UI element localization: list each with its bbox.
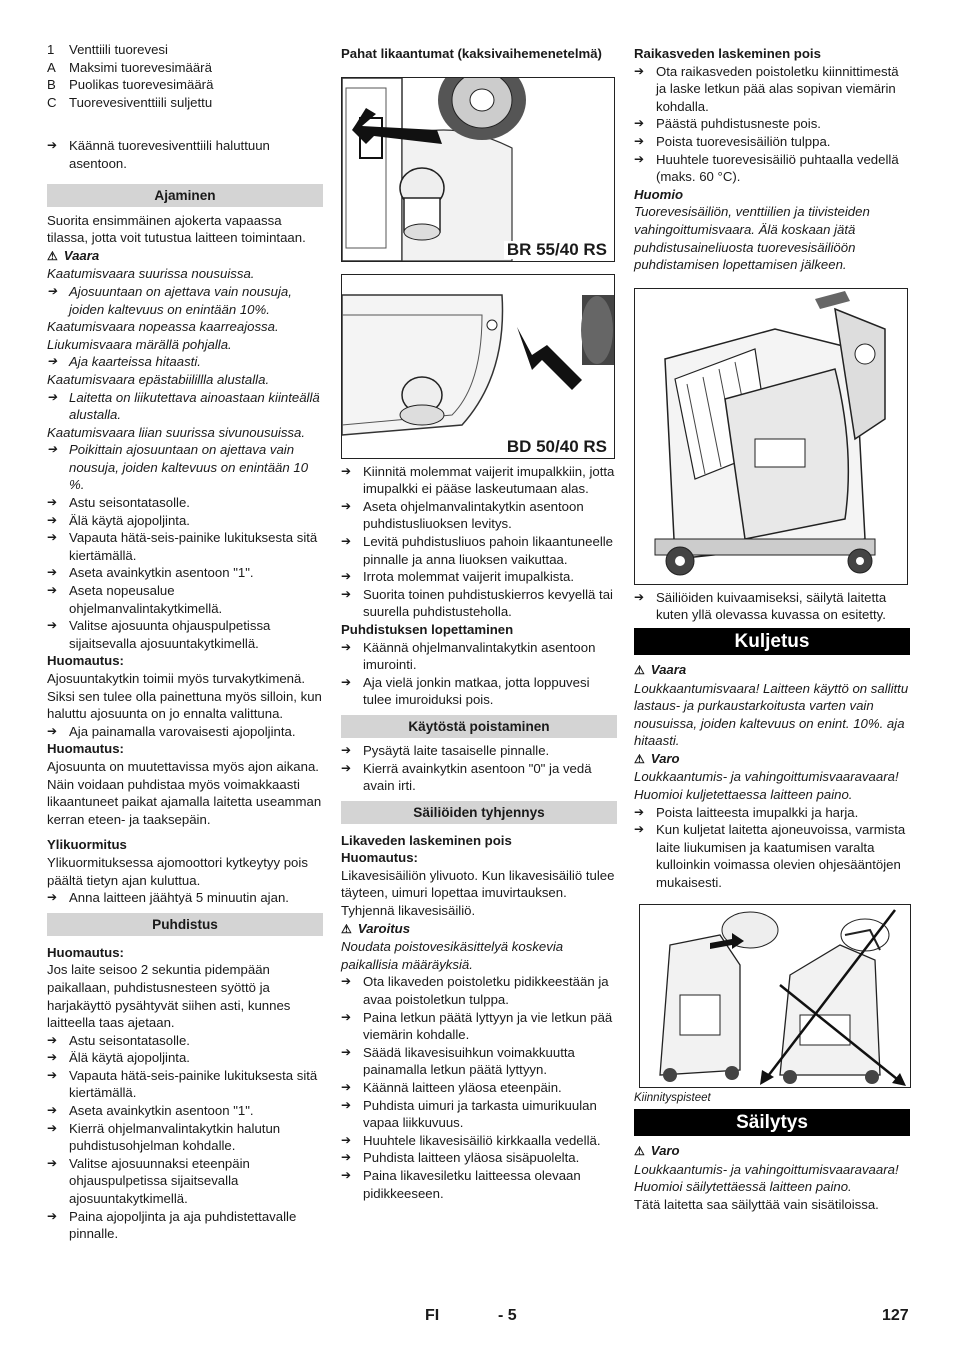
warning-label: ⚠ Varoitus: [341, 920, 617, 939]
footer-page-number: 127: [882, 1307, 909, 1324]
figure-caption: Kiinnityspisteet: [634, 1091, 711, 1104]
arrow-icon: ➔: [47, 583, 58, 598]
step: ➔ Huuhtele likavesisäiliö kirkkaalla vedellä.: [341, 1132, 601, 1148]
step: ➔ Paina likavesiletku laitteessa olevaan pidikkeeseen.: [341, 1167, 581, 1201]
arrow-icon: ➔: [341, 586, 352, 601]
warning-triangle-icon: ⚠: [47, 248, 58, 263]
arrow-icon: ➔: [47, 1050, 58, 1065]
legend-key: A: [47, 59, 56, 75]
arrow-icon: ➔: [341, 742, 352, 757]
step: ➔ Poikittain ajosuuntaan on ajettava vain nousuja, joiden kaltevuus on enintään 10 %.: [47, 442, 309, 493]
step: ➔ Puhdista uimuri ja tarkasta uimurikuulan vapaa liikkuvuus.: [341, 1097, 597, 1131]
arrow-icon: ➔: [341, 569, 352, 584]
step: ➔ Käännä laitteen yläosa eteenpäin.: [341, 1080, 562, 1095]
arrow-icon: ➔: [634, 589, 645, 604]
step: ➔ Aseta nopeusalue ohjelmanvalintakytkimellä.: [47, 583, 223, 616]
figure-tie-down-points: [639, 904, 911, 1088]
arrow-icon: ➔: [341, 674, 352, 689]
arrow-icon: ➔: [47, 283, 58, 298]
arrow-icon: ➔: [341, 1080, 352, 1094]
step: ➔ Ota raikasveden poistoletku kiinnittimestä ja laske letkun pää alas sopivan viemärin kohdalla.: [634, 63, 899, 114]
step: ➔ Suorita toinen puhdistuskierros kevyellä tai suurella puhdistusteholla.: [341, 586, 613, 620]
step: ➔ Ajosuuntaan on ajettava vain nousuja, joiden kaltevuus on enintään 10%.: [47, 283, 292, 317]
legend-key: B: [47, 77, 56, 93]
arrow-icon: ➔: [341, 1009, 352, 1024]
footer-language: FI: [425, 1307, 440, 1324]
step: ➔ Laitetta on liikutettava ainoastaan kiinteällä alustalla.: [47, 389, 320, 423]
step: ➔ Vapauta hätä-seis-painike lukituksesta sitä kiertämällä.: [47, 1067, 318, 1101]
step: ➔ Aseta ohjelmanvalintakytkin asentoon puhdistusliuoksen levitys.: [341, 498, 584, 532]
step: ➔ Kierrä ohjelmanvalintakytkin halutun puhdistusohjelman kohdalle.: [47, 1120, 281, 1154]
legend-item: [47, 76, 323, 94]
section-title-kuljetus: Kuljetus: [634, 628, 910, 655]
arrow-icon: ➔: [47, 565, 58, 580]
step: ➔ Kun kuljetat laitetta ajoneuvoissa, varmista laite liukumisen ja kaatumisen varalta kulloinkin voimassa olevien ohjesääntöjen mukaisesti.: [634, 822, 906, 891]
arrow-icon: ➔: [47, 389, 58, 404]
arrow-icon: ➔: [47, 138, 58, 153]
arrow-icon: ➔: [47, 618, 58, 633]
step: ➔ Paina ajopoljinta ja aja puhdistettavalle pinnalle.: [47, 1208, 297, 1242]
arrow-icon: ➔: [47, 1155, 58, 1170]
arrow-icon: ➔: [47, 1120, 58, 1135]
arrow-icon: ➔: [341, 974, 352, 989]
warning-triangle-icon: ⚠: [341, 921, 352, 936]
arrow-icon: ➔: [634, 63, 645, 78]
arrow-icon: ➔: [47, 495, 58, 510]
step: ➔ Aseta avainkytkin asentoon "1".: [47, 565, 254, 581]
step: ➔ Käännä ohjelmanvalintakytkin asentoon imurointi.: [341, 639, 596, 673]
arrow-icon: ➔: [634, 116, 645, 131]
step: ➔ Paina letkun päätä lyttyyn ja vie letkun pää viemärin kohdalle.: [341, 1009, 613, 1043]
legend-item: [47, 41, 323, 59]
section-title-ajaminen: Ajaminen: [47, 184, 323, 207]
warning-triangle-icon: ⚠: [634, 662, 645, 677]
step: ➔ Valitse ajosuunnaksi eteenpäin ohjauspulpetissa sijaitsevalla ajosuuntakytkimellä.: [47, 1155, 250, 1207]
arrow-icon: ➔: [341, 463, 352, 478]
arrow-icon: ➔: [47, 1208, 58, 1223]
step: ➔ Säiliöiden kuivaamiseksi, säilytä laitetta kuten yllä olevassa kuvassa on esitetty.: [634, 589, 887, 623]
arrow-icon: ➔: [341, 1044, 352, 1059]
step: ➔ Puhdista laitteen yläosa sisäpuolelta.: [341, 1150, 580, 1166]
step: ➔ Ota likaveden poistoletku pidikkeestään ja avaa poistoletkun tulppa.: [341, 974, 609, 1008]
arrow-icon: ➔: [341, 639, 352, 654]
arrow-icon: ➔: [47, 890, 58, 905]
column-1: 1 Venttiili tuorevesi A Maksimi tuorevesimäärä B Puolikas tuorevesimäärä C Tuorevesiventtiili suljettu ➔ Käännä tuorevesiventtiili haluttuun asentoon. Ajaminen Suorita ensimmäinen ajokerta vapaassa tilassa, jotta voit tutustua laitteen toimintaan. ⚠ Vaara Kaatumisvaara suurissa nousuissa. ➔ Ajosuuntaan on ajettava vain nousuja, joiden kaltevuus on enintään 10%. Kaatumisvaara nopeassa kaarreajossa. Liukumisvaara märällä pohjalla. ➔ Aja kaarteissa hitaasti. Kaatumisvaara epästabiilillla alustalla. ➔ Laitetta on liikutettava ainoastaan kiinteällä alustalla. Kaatumisvaara liian suurissa sivunousuissa. ➔ Poikittain ajosuuntaan on ajettava vain nousuja, joiden kaltevuus on enintään 10 %. ➔ Astu seisontatasolle. ➔ Älä käytä ajopoljinta. ➔ Vapauta hätä-seis-painike lukituksesta sitä kiertämällä. ➔ Aseta avainkytkin asentoon "1". ➔ Aseta nopeusalue ohjelmanvalintakytkimellä. ➔ Valitse ajosuunta ohjauspulpetissa sijaitsevalla ajosuuntakytkimellä. Huomautus: Ajosuuntakytkin toimii myös turvakytkimenä. Siksi sen tulee olla painettuna myös silloin, kun haluttu ajosuunta on jo ennalta valittuna. ➔ Aja painamalla varovaisesti ajopoljinta. Huomautus: Ajosuunta on muutettavissa myös ajon aikana. Näin voidaan puhdistaa myös voimakkaasti likaantuneet paikat ajamalla laitetta useamman kerran eteen- ja taaksepäin. Ylikuormitus Ylikuormituksessa ajomoottori kytkeytyy pois päältä tietyn ajan kuluttua. ➔ Anna laitteen jäähtyä 5 minuutin ajan. Puhdistus Huomautus: Jos laite seisoo 2 sekuntia pidempään paikallaan, puhdistusnesteen syöttö ja harjakäyttö pysähtyvät siihen asti, kunnes laitteella taas ajetaan. ➔ Astu seisontatasolle. ➔ Älä käytä ajopoljinta. ➔ Vapauta hätä-seis-painike lukituksesta sitä kiertämällä. ➔ Aseta avainkytkin asentoon "1". ➔ Kierrä ohjelmanvalintakytkin halutun puhdistusohjelman kohdalle. ➔ Valitse ajosuunnaksi eteenpäin ohjauspulpetissa sijaitsevalla ajosuuntakytkimellä. ➔ Paina ajopoljinta ja aja puhdistettavalle pinnalle.: [47, 42, 322, 1242]
step: ➔ Älä käytä ajopoljinta.: [47, 1050, 190, 1066]
arrow-icon: ➔: [341, 1150, 352, 1165]
figure-label: BR 55/40 RS: [504, 241, 610, 259]
step: ➔ Aja vielä jonkin matkaa, jotta loppuvesi tulee imuroiduksi pois.: [341, 674, 590, 708]
arrow-icon: ➔: [47, 442, 58, 457]
step: ➔ Aja kaarteissa hitaasti.: [47, 354, 201, 370]
step: ➔ Älä käytä ajopoljinta.: [47, 512, 190, 528]
step: ➔ Kierrä avainkytkin asentoon "0" ja vedä avain irti.: [341, 760, 592, 794]
step: ➔ Astu seisontatasolle.: [47, 1032, 190, 1048]
caution-label: ⚠ Varo: [634, 750, 910, 769]
column-2: Pahat likaantumat (kaksivaihemenetelmä) BR 55/40 RS BD 50/40 RS ➔ Kiinnitä molemmat vaijerit imupalkkiin, jotta imupalkki ei pääse laskeutumaan alas. ➔ Aseta ohjelmanvalintakytkin asentoon puhdistusliuoksen levitys. ➔ Levitä puhdistusliuos pahoin likaantuneelle pinnalle ja anna liuoksen vaikuttaa. ➔ Irrota molemmat vaijerit imupalkista. ➔ Suorita toinen puhdistuskierros kevyellä tai suurella puhdistusteholla. Puhdistuksen lopettaminen ➔ Käännä ohjelmanvalintakytkin asentoon imurointi. ➔ Aja vielä jonkin matkaa, jotta loppuvesi tulee imuroiduksi pois. Käytöstä poistaminen ➔ Pysäytä laite tasaiselle pinnalle. ➔ Kierrä avainkytkin asentoon "0" ja vedä avain irti. Säiliöiden tyhjennys Likaveden laskeminen pois Huomautus: Likavesisäiliön ylivuoto. Kun likavesisäiliö tulee täyteen, uimuri lopettaa imuvirtauksen. Tyhjennä likavesisäiliö. ⚠ Varoitus Noudata poistovesikäsittelyä koskevia paikallisia määräyksiä. ➔ Ota likaveden poistoletku pidikkeestään ja avaa poistoletkun tulppa. ➔ Paina letkun päätä lyttyyn ja vie letkun pää viemärin kohdalle. ➔ Säädä likavesisuihkun voimakkuutta painamalla letkun päätä lyttyyn. ➔ Käännä laitteen yläosa eteenpäin. ➔ Puhdista uimuri ja tarkasta uimurikuulan vapaa liikkuvuus. ➔ Huuhtele likavesisäiliö kirkkaalla vedellä. ➔ Puhdista laitteen yläosa sisäpuolelta. ➔ Paina likavesiletku laitteessa olevaan pidikkeeseen.: [341, 41, 617, 1202]
arrow-icon: ➔: [47, 1067, 58, 1082]
figure-br5540: [341, 77, 615, 262]
arrow-icon: ➔: [634, 822, 645, 837]
step: ➔ Päästä puhdistusneste pois.: [634, 116, 821, 132]
arrow-icon: ➔: [47, 1032, 58, 1047]
arrow-icon: ➔: [47, 1103, 58, 1118]
section-title-poistaminen: Käytöstä poistaminen: [341, 715, 617, 738]
column-3: Raikasveden laskeminen pois ➔ Ota raikasveden poistoletku kiinnittimestä ja laske letkun pää alas sopivan viemärin kohdalla. ➔ Päästä puhdistusneste pois. ➔ Poista tuorevesisäiliön tulppa. ➔ Huuhtele tuorevesisäiliö puhtaalla vedellä (maks. 60 °C). Huomio Tuorevesisäiliön, venttiilien ja tiivisteiden vahingoittumisvaara. Älä koskaan jätä puhdistusaineliuosta tuorevesisäiliöön puhdistamisen lopettamisen jälkeen. ➔ Säiliöiden kuivaamiseksi, säilytä laitetta kuten yllä olevassa kuvassa on esitetty. Kuljetus ⚠ Vaara Loukkaantumisvaara! Laitteen käyttö on sallittu lastaus- ja purkaustarkoitusta varten vain nousuissa, joiden kaltevuus on enint. 10%. aja hitaasti. ⚠ Varo Loukkaantumis- ja vahingoittumisvaaravaara! Huomioi kuljetettaessa laitteen paino. ➔ Poista laitteesta imupalkki ja harja. ➔ Kun kuljetat laitetta ajoneuvoissa, varmista laite liukumisen ja kaatumisen varalta kulloinkin voimassa olevien ohjesääntöjen mukaisesti. Kiinnityspisteet Säilytys ⚠ Varo Loukkaantumis- ja vahingoittumisvaaravaara! Huomioi säilytettäessä laitteen paino. Tätä laitetta saa säilyttää vain sisätiloissa.: [634, 41, 910, 1214]
arrow-icon: ➔: [47, 723, 58, 738]
arrow-icon: ➔: [47, 530, 58, 545]
step: ➔ Kiinnitä molemmat vaijerit imupalkkiin, jotta imupalkki ei pääse laskeutumaan alas.: [341, 463, 615, 497]
footer-page-short: - 5: [498, 1307, 517, 1324]
arrow-icon: ➔: [341, 1167, 352, 1182]
caution-label: ⚠ Varo: [634, 1142, 910, 1161]
step: ➔ Aja painamalla varovaisesti ajopoljinta.: [47, 723, 296, 739]
step: ➔ Irrota molemmat vaijerit imupalkista.: [341, 569, 575, 585]
arrow-icon: ➔: [47, 354, 58, 369]
step: ➔ Huuhtele tuorevesisäiliö puhtaalla vedellä (maks. 60 °C).: [634, 151, 899, 185]
arrow-icon: ➔: [341, 498, 352, 513]
legend-key: C: [47, 94, 57, 110]
step: ➔ Poista laitteesta imupalkki ja harja.: [634, 804, 859, 820]
legend-key: 1: [47, 42, 55, 57]
tie-down-illustration: [640, 905, 910, 1087]
figure-label: BD 50/40 RS: [504, 438, 610, 456]
legend-item: [47, 94, 323, 112]
warning-triangle-icon: ⚠: [634, 1144, 645, 1159]
arrow-icon: ➔: [634, 151, 645, 166]
step: ➔ Astu seisontatasolle.: [47, 495, 190, 511]
section-title-tyhjennys: Säiliöiden tyhjennys: [341, 801, 617, 824]
arrow-icon: ➔: [341, 533, 352, 548]
step: ➔ Aseta avainkytkin asentoon "1".: [47, 1103, 254, 1119]
section-title-puhdistus: Puhdistus: [47, 913, 323, 936]
section-title-sailytys: Säilytys: [634, 1109, 910, 1136]
arrow-icon: ➔: [634, 133, 645, 148]
legend-text: Venttiili tuorevesi: [69, 42, 168, 57]
step: ➔ Poista tuorevesisäiliön tulppa.: [634, 133, 831, 149]
legend-text: Tuorevesiventtiili suljettu: [69, 94, 213, 110]
arrow-icon: ➔: [341, 1132, 352, 1147]
warning-triangle-icon: ⚠: [634, 751, 645, 766]
step: ➔ Valitse ajosuunta ohjauspulpetissa sijaitsevalla ajosuuntakytkimellä.: [47, 618, 271, 651]
arrow-icon: ➔: [341, 1097, 352, 1112]
arrow-icon: ➔: [47, 512, 58, 527]
step: ➔ Käännä tuorevesiventtiili haluttuun asentoon.: [47, 138, 270, 171]
machine-tilted-illustration: [635, 289, 907, 584]
step: ➔ Anna laitteen jäähtyä 5 minuutin ajan.: [47, 890, 289, 906]
legend-text: Maksimi tuorevesimäärä: [69, 59, 212, 75]
step: ➔ Säädä likavesisuihkun voimakkuutta painamalla letkun päätä lyttyyn.: [341, 1044, 575, 1078]
arrow-icon: ➔: [341, 760, 352, 775]
section-heading: Pahat likaantumat (kaksivaihemenetelmä): [341, 46, 602, 61]
figure-bd5040: [341, 274, 615, 459]
step: ➔ Pysäytä laite tasaiselle pinnalle.: [341, 742, 550, 758]
figure-tank-drying: [634, 288, 908, 585]
legend-item: [47, 59, 323, 77]
arrow-icon: ➔: [634, 804, 645, 819]
step: ➔ Levitä puhdistusliuos pahoin likaantuneelle pinnalle ja anna liuoksen vaikuttaa.: [341, 533, 614, 567]
legend-text: Puolikas tuorevesimäärä: [69, 77, 214, 93]
step: ➔ Vapauta hätä-seis-painike lukituksesta sitä kiertämällä.: [47, 530, 318, 563]
brush-head-illustration: [342, 78, 614, 261]
danger-label: ⚠ Vaara: [47, 247, 323, 266]
disc-brush-illustration: [342, 275, 614, 458]
danger-label: ⚠ Vaara: [634, 661, 910, 680]
